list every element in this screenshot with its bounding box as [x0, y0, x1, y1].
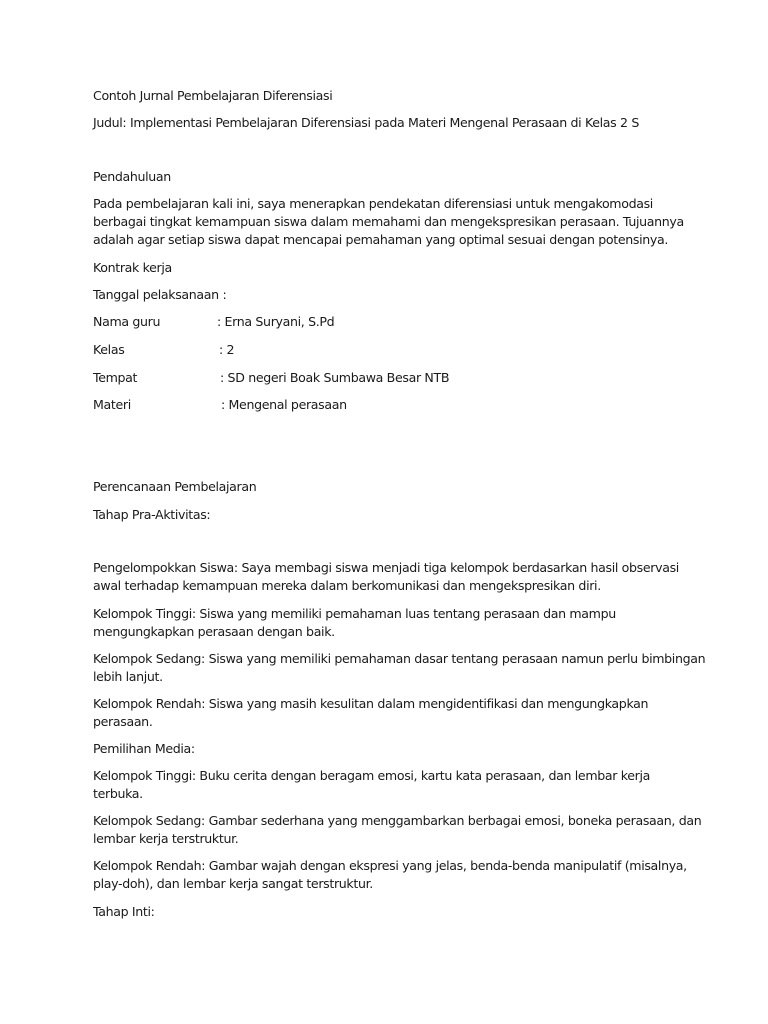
- media-tinggi-paragraph: [93, 767, 683, 803]
- kontrak-heading: Kontrak kerja: [93, 260, 172, 275]
- media-rendah-line: play-doh), dan lembar kerja sangat terstruktur.: [93, 876, 373, 891]
- media-tinggi-line: terbuka.: [93, 786, 143, 801]
- pemilihan-media-heading: Pemilihan Media:: [93, 741, 195, 756]
- materi-row: [93, 396, 347, 414]
- media-rendah-line: Kelompok Rendah: Gambar wajah dengan ekspresi yang jelas, benda-benda manipulatif (misalnya,: [93, 858, 687, 873]
- kelompok-tinggi-line: Kelompok Tinggi: Siswa yang memiliki pemahaman luas tentang perasaan dan mampu: [93, 606, 616, 621]
- kelas-row: [93, 341, 234, 359]
- document-title: Contoh Jurnal Pembelajaran Diferensiasi: [93, 88, 333, 103]
- kelompok-sedang-line: lebih lanjut.: [93, 669, 163, 684]
- kelompok-rendah-line: perasaan.: [93, 714, 153, 729]
- tempat-label: Tempat: [93, 370, 138, 385]
- kelompok-sedang-line: Kelompok Sedang: Siswa yang memiliki pemahaman dasar tentang perasaan namun perlu bimbingan: [93, 651, 706, 666]
- tempat-row: [93, 369, 449, 387]
- tempat-value: : SD negeri Boak Sumbawa Besar NTB: [220, 370, 450, 385]
- pendahuluan-line: Pada pembelajaran kali ini, saya menerapkan pendekatan diferensiasi untuk mengakomodasi: [93, 196, 653, 211]
- kelompok-tinggi-line: mengungkapkan perasaan dengan baik.: [93, 624, 335, 639]
- media-sedang-line: lembar kerja terstruktur.: [93, 831, 239, 846]
- kelas-label: Kelas: [93, 342, 125, 357]
- document-judul: Judul: Implementasi Pembelajaran Diferensiasi pada Materi Mengenal Perasaan di Kelas 2 S: [93, 115, 639, 130]
- kelompok-rendah-paragraph: [93, 695, 683, 731]
- materi-value: : Mengenal perasaan: [221, 397, 347, 412]
- media-tinggi-line: Kelompok Tinggi: Buku cerita dengan beragam emosi, kartu kata perasaan, dan lembar kerja: [93, 768, 650, 783]
- media-rendah-paragraph: [93, 857, 687, 893]
- kelas-value: : 2: [219, 342, 235, 357]
- tahap-pra-aktivitas: Tahap Pra-Aktivitas:: [93, 507, 211, 522]
- kelompok-sedang-paragraph: [93, 650, 706, 686]
- pendahuluan-heading: Pendahuluan: [93, 169, 171, 184]
- kelompok-rendah-line: Kelompok Rendah: Siswa yang masih kesulitan dalam mengidentifikasi dan mengungkapkan: [93, 696, 649, 711]
- nama-guru-label: Nama guru: [93, 314, 161, 329]
- pendahuluan-line: berbagai tingkat kemampuan siswa dalam memahami dan mengekspresikan perasaan. Tujuannya: [93, 214, 684, 229]
- materi-label: Materi: [93, 397, 131, 412]
- pengelompokkan-paragraph: [93, 559, 683, 595]
- pengelompokkan-line: awal terhadap kemampuan mereka dalam berkomunikasi dan mengekspresikan diri.: [93, 578, 601, 593]
- nama-guru-row: [93, 313, 334, 331]
- pendahuluan-line: adalah agar setiap siswa dapat mencapai pemahaman yang optimal sesuai dengan potensinya.: [93, 232, 669, 247]
- perencanaan-heading: Perencanaan Pembelajaran: [93, 479, 257, 494]
- tanggal-pelaksanaan: Tanggal pelaksanaan :: [93, 287, 227, 302]
- media-sedang-line: Kelompok Sedang: Gambar sederhana yang menggambarkan berbagai emosi, boneka perasaan, dan: [93, 813, 702, 828]
- pengelompokkan-line: Pengelompokkan Siswa: Saya membagi siswa menjadi tiga kelompok berdasarkan hasil observasi: [93, 560, 679, 575]
- tahap-inti-heading: Tahap Inti:: [93, 904, 155, 919]
- pendahuluan-paragraph: [93, 195, 683, 249]
- kelompok-tinggi-paragraph: [93, 605, 683, 641]
- nama-guru-value: : Erna Suryani, S.Pd: [217, 314, 335, 329]
- media-sedang-paragraph: [93, 812, 702, 848]
